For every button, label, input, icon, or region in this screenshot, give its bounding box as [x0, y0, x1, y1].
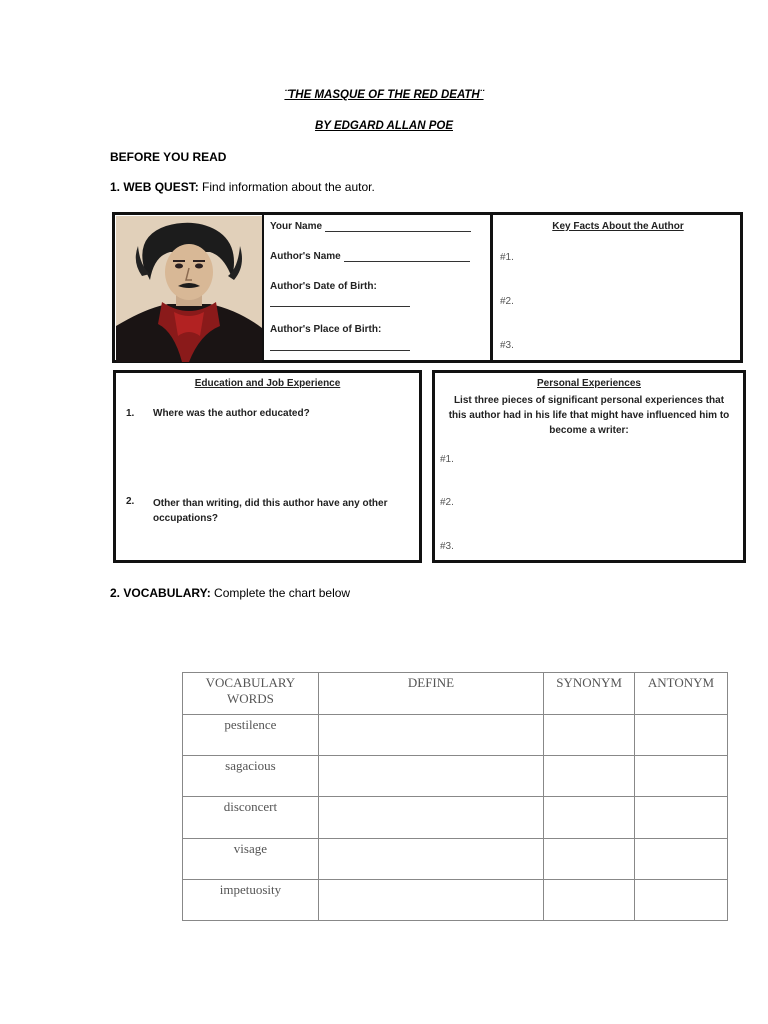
author-box-divider-2	[490, 215, 493, 361]
header-synonym: SYNONYM	[544, 673, 635, 715]
key-fact-1[interactable]: #1.	[500, 252, 514, 263]
antonym-cell[interactable]	[635, 838, 728, 879]
define-cell[interactable]	[318, 797, 543, 838]
date-of-birth-line[interactable]	[270, 306, 410, 307]
webquest-label: WEB QUEST:	[123, 180, 199, 194]
table-row	[183, 838, 728, 879]
vocabulary-text: Complete the chart below	[210, 586, 351, 600]
education-q2: Other than writing, did this author have any other occupations?	[153, 498, 388, 524]
education-box	[113, 370, 422, 563]
place-of-birth-label: Author's Place of Birth:	[270, 324, 382, 335]
webquest-number: 1.	[110, 180, 121, 194]
education-q1-number: 1.	[126, 408, 135, 419]
before-you-read-heading: BEFORE YOU READ	[110, 150, 227, 164]
your-name-label: Your Name	[270, 221, 323, 232]
vocab-word: impetuosity	[183, 879, 319, 920]
table-row	[183, 715, 728, 756]
personal-experiences-prompt: List three pieces of significant personal experiences that this author had in his life that might have influenced him to become a writer:	[448, 395, 730, 436]
personal-experiences-heading: Personal Experiences	[537, 378, 641, 389]
define-cell[interactable]	[318, 756, 543, 797]
antonym-cell[interactable]	[635, 715, 728, 756]
vocab-word: visage	[183, 838, 319, 879]
personal-experience-3[interactable]: #3.	[440, 541, 454, 552]
place-of-birth-line[interactable]	[270, 350, 410, 351]
vocabulary-instruction	[110, 586, 350, 600]
author-portrait-image	[116, 216, 262, 362]
education-q1: Where was the author educated?	[153, 408, 310, 419]
webquest-instruction	[110, 180, 375, 194]
define-cell[interactable]	[318, 715, 543, 756]
synonym-cell[interactable]	[544, 838, 635, 879]
authors-name-field[interactable]	[270, 251, 470, 262]
education-heading: Education and Job Experience	[194, 378, 341, 389]
header-define: DEFINE	[318, 673, 543, 715]
antonym-cell[interactable]	[635, 756, 728, 797]
vocabulary-label: VOCABULARY:	[123, 586, 211, 600]
education-q2-number: 2.	[126, 496, 135, 507]
key-facts-heading: Key Facts About the Author	[552, 221, 684, 232]
synonym-cell[interactable]	[544, 797, 635, 838]
your-name-field[interactable]	[270, 221, 471, 232]
personal-experience-2[interactable]: #2.	[440, 497, 454, 508]
key-fact-2[interactable]: #2.	[500, 296, 514, 307]
vocabulary-header-row	[183, 673, 728, 715]
antonym-cell[interactable]	[635, 879, 728, 920]
authors-name-label: Author's Name	[270, 251, 341, 262]
vocab-word: disconcert	[183, 797, 319, 838]
vocab-word: sagacious	[183, 756, 319, 797]
define-cell[interactable]	[318, 838, 543, 879]
personal-experience-1[interactable]: #1.	[440, 454, 454, 465]
date-of-birth-label: Author's Date of Birth:	[270, 281, 377, 292]
key-fact-3[interactable]: #3.	[500, 340, 514, 351]
webquest-text: Find information about the autor.	[198, 180, 375, 194]
vocabulary-table	[182, 672, 728, 921]
table-row	[183, 879, 728, 920]
vocab-word: pestilence	[183, 715, 319, 756]
synonym-cell[interactable]	[544, 715, 635, 756]
synonym-cell[interactable]	[544, 879, 635, 920]
define-cell[interactable]	[318, 879, 543, 920]
synonym-cell[interactable]	[544, 756, 635, 797]
document-title: ¨THE MASQUE OF THE RED DEATH¨	[284, 89, 484, 101]
vocabulary-number: 2.	[110, 586, 121, 600]
header-antonym: ANTONYM	[635, 673, 728, 715]
document-byline: BY EDGARD ALLAN POE	[314, 120, 453, 132]
antonym-cell[interactable]	[635, 797, 728, 838]
author-box-divider-1	[262, 215, 264, 361]
table-row	[183, 756, 728, 797]
header-vocabulary-words: VOCABULARY WORDS	[183, 673, 319, 715]
table-row	[183, 797, 728, 838]
